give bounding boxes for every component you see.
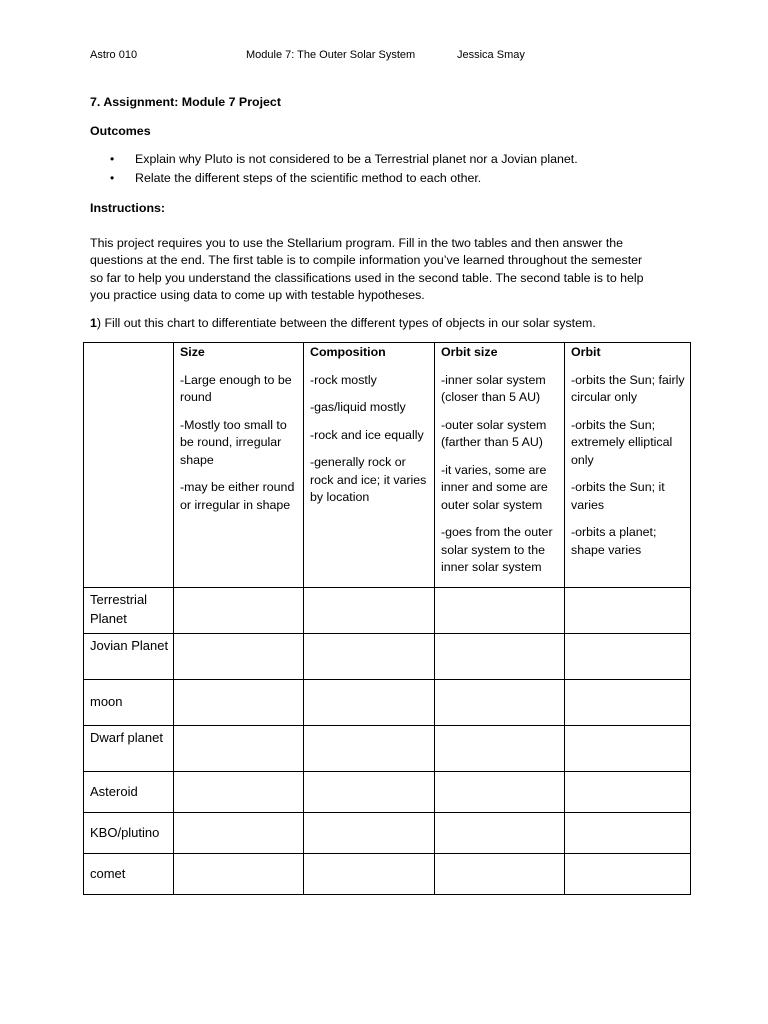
answer-cell[interactable] [174, 634, 304, 680]
instructions-body [90, 235, 650, 305]
table-row [84, 680, 691, 726]
answer-cell[interactable] [435, 588, 565, 634]
classification-table [83, 342, 691, 895]
criteria-item: -may be either round or irregular in shape [180, 480, 295, 512]
criteria-item: -outer solar system (farther than 5 AU) [441, 417, 547, 449]
criteria-heading: Composition [310, 345, 386, 359]
object-label: Dwarf planet [84, 726, 174, 772]
page-header [0, 47, 768, 65]
bullet-icon: • [110, 152, 115, 166]
criteria-item: -generally rock or rock and ice; it varies by location [310, 455, 427, 504]
criteria-heading: Orbit size [441, 345, 498, 359]
criteria-item: -Large enough to be round [180, 372, 292, 404]
answer-cell[interactable] [435, 680, 565, 726]
header-module: Module 7: The Outer Solar System [246, 49, 416, 61]
answer-cell[interactable] [304, 813, 435, 854]
answer-cell[interactable] [565, 634, 691, 680]
criteria-item: -rock mostly [310, 372, 377, 387]
instructions-line: you practice using data to come up with testable hypotheses. [90, 288, 425, 303]
object-label: KBO/plutino [84, 813, 174, 854]
answer-cell[interactable] [174, 588, 304, 634]
outcomes-heading: Outcomes [90, 124, 151, 138]
criteria-item: -it varies, some are inner and some are outer solar system [441, 462, 548, 512]
criteria-item: -inner solar system (closer than 5 AU) [441, 372, 546, 404]
answer-cell[interactable] [565, 772, 691, 813]
criteria-cell-size [174, 343, 304, 588]
criteria-item: -orbits the Sun; fairly circular only [571, 372, 685, 404]
answer-cell[interactable] [565, 854, 691, 895]
answer-cell[interactable] [174, 772, 304, 813]
answer-cell[interactable] [435, 726, 565, 772]
answer-cell[interactable] [304, 726, 435, 772]
header-course: Astro 010 [90, 49, 138, 61]
table-row [84, 772, 691, 813]
answer-cell[interactable] [435, 772, 565, 813]
answer-cell[interactable] [435, 813, 565, 854]
criteria-cell-orbit [565, 343, 691, 588]
outcome-item [90, 151, 690, 170]
outcome-item [90, 170, 690, 189]
question-text: ) Fill out this chart to differentiate between the different types of objects in our solar system. [96, 316, 596, 330]
criteria-row [84, 343, 691, 588]
instructions-line: so far to help you understand the classifications used in the second table. The second table is to help [90, 270, 644, 285]
question-1 [90, 315, 596, 333]
outcome-text: Explain why Pluto is not considered to be a Terrestrial planet nor a Jovian planet. [135, 152, 578, 166]
object-label: Jovian Planet [84, 634, 174, 680]
header-author: Jessica Smay [457, 49, 525, 61]
answer-cell[interactable] [304, 854, 435, 895]
table-row [84, 588, 691, 634]
answer-cell[interactable] [304, 634, 435, 680]
answer-cell[interactable] [174, 854, 304, 895]
criteria-item: -orbits a planet; shape varies [571, 525, 657, 557]
question-number: 1 [90, 316, 97, 330]
answer-cell[interactable] [565, 726, 691, 772]
corner-cell [84, 343, 174, 588]
object-label: comet [84, 854, 174, 895]
table-row [84, 634, 691, 680]
answer-cell[interactable] [565, 588, 691, 634]
object-label: Terrestrial Planet [84, 588, 174, 634]
answer-cell[interactable] [304, 588, 435, 634]
answer-cell[interactable] [174, 680, 304, 726]
instructions-line: questions at the end. The first table is to compile information you’ve learned throughout the semester [90, 253, 643, 268]
criteria-item: -orbits the Sun; extremely elliptical only [571, 417, 673, 467]
answer-cell[interactable] [565, 813, 691, 854]
instructions-line: This project requires you to use the Stellarium program. Fill in the two tables and then answer the [90, 236, 624, 250]
table-row [84, 726, 691, 772]
object-label: moon [84, 680, 174, 726]
criteria-item: -gas/liquid mostly [310, 400, 406, 414]
outcomes-list [90, 151, 690, 189]
table-row [84, 813, 691, 854]
table-row [84, 854, 691, 895]
instructions-heading: Instructions: [90, 201, 166, 215]
answer-cell[interactable] [565, 680, 691, 726]
object-label: Asteroid [84, 772, 174, 813]
criteria-cell-orbit-size [435, 343, 565, 588]
answer-cell[interactable] [174, 813, 304, 854]
bullet-icon: • [110, 171, 115, 185]
criteria-item: -goes from the outer solar system to the inner solar system [441, 525, 553, 574]
criteria-heading: Size [180, 345, 205, 359]
criteria-heading: Orbit [571, 345, 601, 359]
criteria-cell-composition [304, 343, 435, 588]
criteria-item: -rock and ice equally [310, 427, 424, 442]
answer-cell[interactable] [174, 726, 304, 772]
criteria-item: -orbits the Sun; it varies [571, 480, 665, 512]
answer-cell[interactable] [435, 854, 565, 895]
answer-cell[interactable] [435, 634, 565, 680]
outcome-text: Relate the different steps of the scientific method to each other. [135, 171, 482, 185]
answer-cell[interactable] [304, 772, 435, 813]
answer-cell[interactable] [304, 680, 435, 726]
assignment-title: 7. Assignment: Module 7 Project [90, 95, 281, 109]
criteria-item: -Mostly too small to be round, irregular shape [180, 417, 287, 467]
